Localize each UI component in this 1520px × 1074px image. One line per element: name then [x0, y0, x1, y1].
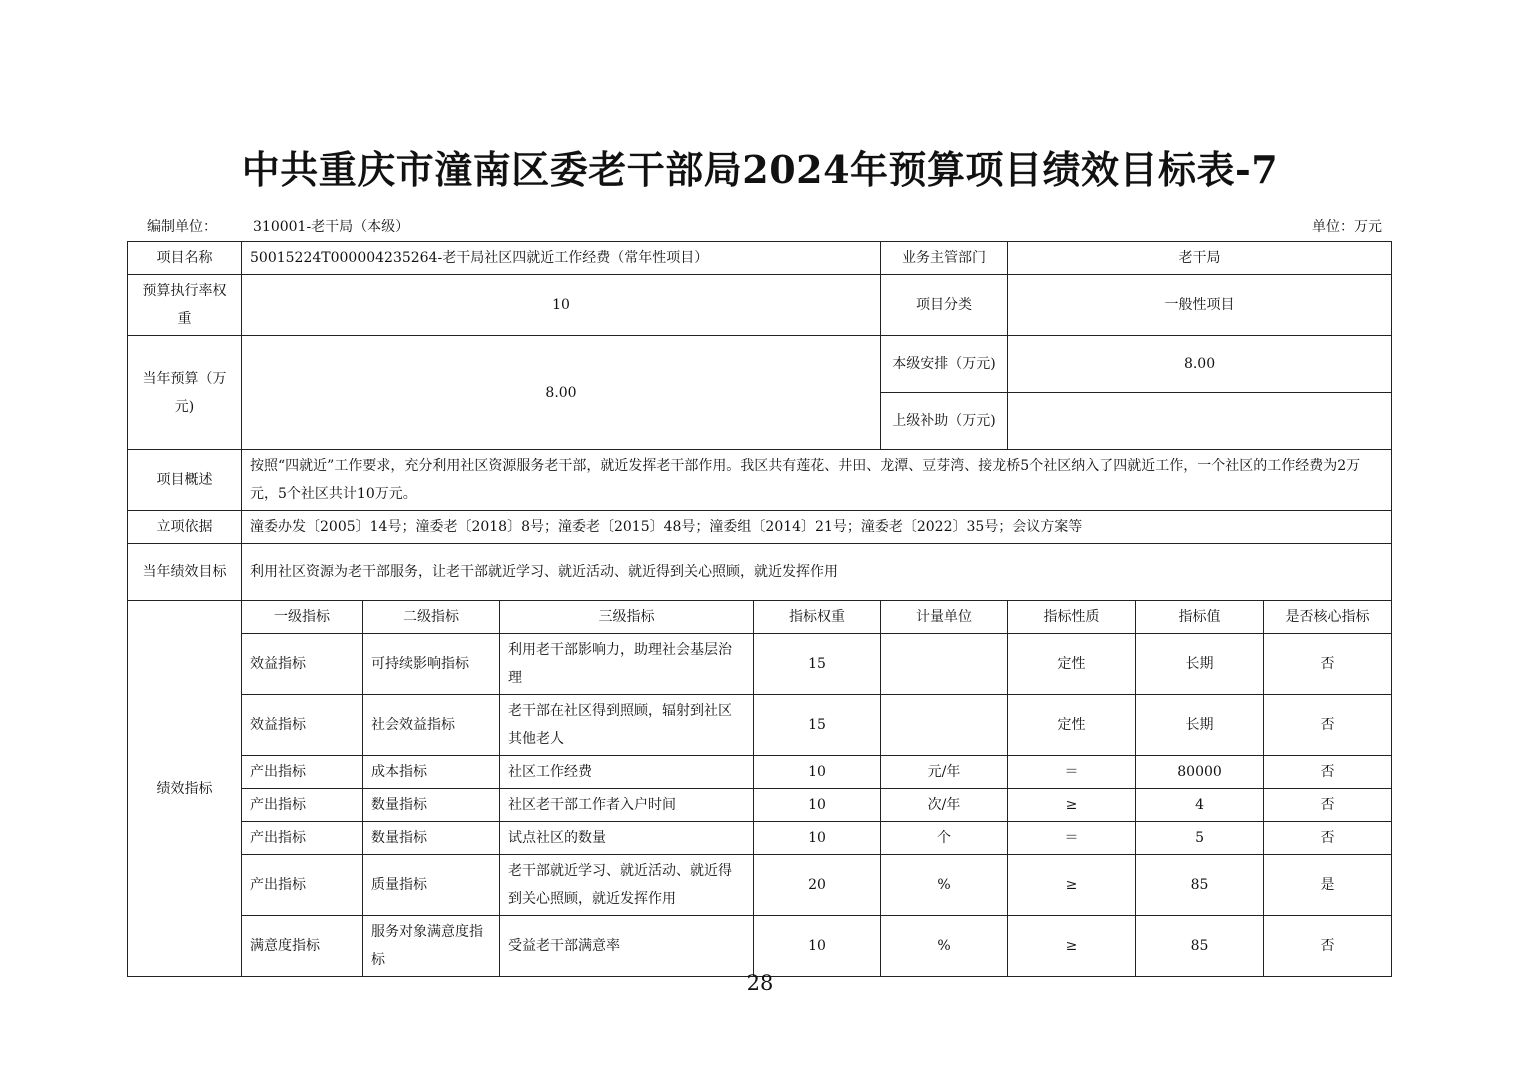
level3-indicator: 社区老干部工作者入户时间	[500, 789, 754, 822]
level1-indicator: 产出指标	[242, 855, 363, 916]
measure-unit: 个	[881, 822, 1008, 855]
level3-indicator: 社区工作经费	[500, 756, 754, 789]
local-value: 8.00	[1008, 336, 1392, 393]
core-indicator: 否	[1264, 634, 1392, 695]
measure-unit: 元/年	[881, 756, 1008, 789]
core-indicator: 否	[1264, 695, 1392, 756]
indicator-value: 80000	[1136, 756, 1264, 789]
measure-unit: %	[881, 855, 1008, 916]
indicator-nature: 定性	[1008, 634, 1136, 695]
level3-indicator: 老干部在社区得到照顾，辐射到社区其他老人	[500, 695, 754, 756]
indicator-weight: 10	[754, 916, 881, 977]
level1-indicator: 产出指标	[242, 789, 363, 822]
indicator-header-row	[128, 601, 1392, 634]
level3-indicator: 受益老干部满意率	[500, 916, 754, 977]
table-row	[128, 822, 1392, 855]
indicator-value: 85	[1136, 855, 1264, 916]
column-header: 是否核心指标	[1264, 601, 1392, 634]
indicator-weight: 20	[754, 855, 881, 916]
dept-value: 老干局	[1008, 242, 1392, 275]
table-row	[128, 756, 1392, 789]
level3-indicator: 试点社区的数量	[500, 822, 754, 855]
indicator-value: 长期	[1136, 634, 1264, 695]
measure-unit	[881, 695, 1008, 756]
indicator-value: 85	[1136, 916, 1264, 977]
level1-indicator: 产出指标	[242, 822, 363, 855]
table-row	[128, 855, 1392, 916]
column-header: 指标值	[1136, 601, 1264, 634]
exec-weight-label: 预算执行率权重	[128, 275, 242, 336]
column-header: 指标性质	[1008, 601, 1136, 634]
row-basis	[128, 511, 1392, 544]
project-name-label: 项目名称	[128, 242, 242, 275]
core-indicator: 否	[1264, 789, 1392, 822]
indicator-weight: 10	[754, 822, 881, 855]
indicator-nature: 定性	[1008, 695, 1136, 756]
basis-value: 潼委办发〔2005〕14号；潼委老〔2018〕8号；潼委老〔2015〕48号；潼委组〔2014〕21号；潼委老〔2022〕35号；会议方案等	[242, 511, 1392, 544]
indicator-weight: 10	[754, 789, 881, 822]
compiling-unit-label: 编制单位：	[147, 219, 217, 235]
indicator-nature: ≥	[1008, 916, 1136, 977]
core-indicator: 否	[1264, 916, 1392, 977]
table-row	[128, 634, 1392, 695]
table-row	[128, 695, 1392, 756]
level1-indicator: 满意度指标	[242, 916, 363, 977]
overview-label: 项目概述	[128, 450, 242, 511]
exec-weight-value: 10	[242, 275, 881, 336]
compiling-unit-value: 310001-老干局（本级）	[253, 219, 410, 235]
level2-indicator: 质量指标	[363, 855, 500, 916]
level2-indicator: 数量指标	[363, 789, 500, 822]
indicator-weight: 10	[754, 756, 881, 789]
row-exec-weight	[128, 275, 1392, 336]
level2-indicator: 可持续影响指标	[363, 634, 500, 695]
compiling-unit	[147, 216, 409, 238]
level2-indicator: 数量指标	[363, 822, 500, 855]
level2-indicator: 服务对象满意度指标	[363, 916, 500, 977]
level3-indicator: 利用老干部影响力，助理社会基层治理	[500, 634, 754, 695]
subsidy-value	[1008, 393, 1392, 450]
indicator-nature: ＝	[1008, 822, 1136, 855]
project-name-value: 50015224T000004235264-老干局社区四就近工作经费（常年性项目）	[242, 242, 881, 275]
indicator-value: 4	[1136, 789, 1264, 822]
budget-value: 8.00	[242, 336, 881, 450]
dept-label: 业务主管部门	[881, 242, 1008, 275]
core-indicator: 否	[1264, 756, 1392, 789]
category-value: 一般性项目	[1008, 275, 1392, 336]
level1-indicator: 效益指标	[242, 634, 363, 695]
level2-indicator: 成本指标	[363, 756, 500, 789]
row-goal	[128, 544, 1392, 601]
budget-label: 当年预算（万元)	[128, 336, 242, 450]
measure-unit: 次/年	[881, 789, 1008, 822]
level2-indicator: 社会效益指标	[363, 695, 500, 756]
row-overview	[128, 450, 1392, 511]
table-row	[128, 789, 1392, 822]
local-label: 本级安排（万元)	[881, 336, 1008, 393]
row-project-name	[128, 242, 1392, 275]
indicator-nature: ＝	[1008, 756, 1136, 789]
measure-unit: %	[881, 916, 1008, 977]
subsidy-label: 上级补助（万元)	[881, 393, 1008, 450]
column-header: 二级指标	[363, 601, 500, 634]
indicator-value: 长期	[1136, 695, 1264, 756]
level1-indicator: 效益指标	[242, 695, 363, 756]
goal-label: 当年绩效目标	[128, 544, 242, 601]
row-budget-local	[128, 336, 1392, 393]
overview-value: 按照“四就近”工作要求，充分利用社区资源服务老干部，就近发挥老干部作用。我区共有莲花、井田、龙潭、豆芽湾、接龙桥5个社区纳入了四就近工作，一个社区的工作经费为2万元，5个社区共计10万元。	[242, 450, 1392, 511]
column-header: 计量单位	[881, 601, 1008, 634]
indicator-nature: ≥	[1008, 855, 1136, 916]
indicator-value: 5	[1136, 822, 1264, 855]
indicator-nature: ≥	[1008, 789, 1136, 822]
column-header: 一级指标	[242, 601, 363, 634]
indicators-section-label: 绩效指标	[128, 601, 242, 977]
category-label: 项目分类	[881, 275, 1008, 336]
column-header: 指标权重	[754, 601, 881, 634]
goal-value: 利用社区资源为老干部服务，让老干部就近学习、就近活动、就近得到关心照顾，就近发挥作用	[242, 544, 1392, 601]
level3-indicator: 老干部就近学习、就近活动、就近得到关心照顾，就近发挥作用	[500, 855, 754, 916]
currency-unit: 单位：万元	[1312, 219, 1382, 235]
indicator-weight: 15	[754, 634, 881, 695]
page-title: 中共重庆市潼南区委老干部局2024年预算项目绩效目标表-7	[241, 147, 1279, 192]
level1-indicator: 产出指标	[242, 756, 363, 789]
column-header: 三级指标	[500, 601, 754, 634]
basis-label: 立项依据	[128, 511, 242, 544]
page-number: 28	[746, 971, 774, 995]
core-indicator: 否	[1264, 822, 1392, 855]
performance-target-table	[127, 241, 1392, 977]
measure-unit	[881, 634, 1008, 695]
core-indicator: 是	[1264, 855, 1392, 916]
indicator-weight: 15	[754, 695, 881, 756]
